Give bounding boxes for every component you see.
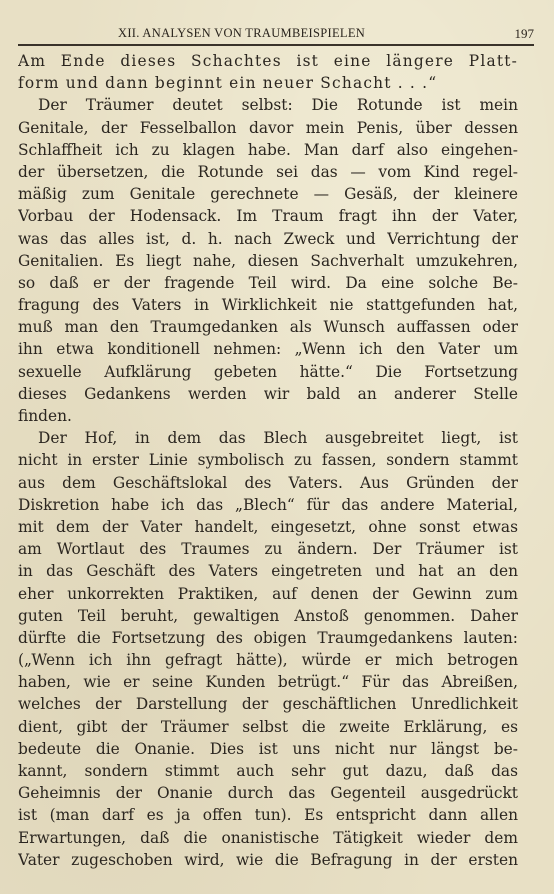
text-line: mit dem der Vater handelt, eingesetzt, ohne sonst etwas <box>18 517 518 536</box>
text-line: guten Teil beruht, gewaltigen Anstoß genommen. Daher <box>18 606 518 625</box>
text-line: Der Träumer deutet selbst: Die Rotunde ist mein <box>38 96 518 115</box>
text-line: dieses Gedankens werden wir bald an anderer Stelle <box>18 384 518 403</box>
text-line: form und dann beginnt ein neuer Schacht . . .“ <box>18 74 438 93</box>
text-line: der übersetzen, die Rotunde sei das — vom Kind regel- <box>18 162 518 181</box>
text-line: Am Ende dieses Schachtes ist eine längere Platt- <box>18 52 518 70</box>
text-line: Diskretion habe ich das „Blech“ für das andere Material, <box>18 495 518 514</box>
text-line: („Wenn ich ihn gefragt hätte), würde er mich betrogen <box>18 651 518 670</box>
text-line: dient, gibt der Träumer selbst die zweite Erklärung, es <box>18 717 518 736</box>
text-line: Geheimnis der Onanie durch das Gegenteil ausgedrückt <box>18 784 518 803</box>
text-line: eher unkorrekten Praktiken, auf denen der Gewinn zum <box>18 584 518 603</box>
text-line: Schlaffheit ich zu klagen habe. Man darf also eingehen- <box>18 140 518 159</box>
text-line: fragung des Vaters in Wirklichkeit nie stattgefunden hat, <box>18 296 518 315</box>
text-line: ist (man darf es ja offen tun). Es entspricht dann allen <box>18 806 518 825</box>
text-line: am Wortlaut des Traumes zu ändern. Der Träumer ist <box>18 540 518 559</box>
text-line: nicht in erster Linie symbolisch zu fassen, sondern stammt <box>18 451 518 470</box>
text-line: muß man den Traumgedanken als Wunsch auffassen oder <box>18 318 518 337</box>
text-line: Genitale, der Fesselballon davor mein Penis, über dessen <box>18 118 518 137</box>
text-line: dürfte die Fortsetzung des obigen Traumgedankens lauten: <box>18 628 518 647</box>
text-line: ihn etwa konditionell nehmen: „Wenn ich den Vater um <box>18 340 518 359</box>
text-line: kannt, sondern stimmt auch sehr gut dazu, daß das <box>18 762 518 780</box>
text-line: so daß er der fragende Teil wird. Da eine solche Be- <box>18 273 518 292</box>
text-line: in das Geschäft des Vaters eingetreten und hat an den <box>18 562 518 581</box>
text-line: was das alles ist, d. h. nach Zweck und Verrichtung der <box>18 229 518 248</box>
text-line: Genitalien. Es liegt nahe, diesen Sachverhalt umzukehren, <box>18 251 518 270</box>
body-text <box>18 50 518 871</box>
page-header <box>16 26 534 44</box>
text-line: Der Hof, in dem das Blech ausgebreitet liegt, ist <box>38 429 518 448</box>
text-line: Vater zugeschoben wird, wie die Befragung in der ersten <box>18 850 518 869</box>
page-number: 197 <box>514 26 534 41</box>
text-line: bedeute die Onanie. Dies ist uns nicht nur längst be- <box>18 739 518 758</box>
text-line: haben, wie er seine Kunden betrügt.“ Für das Abreißen, <box>18 673 518 692</box>
text-line: mäßig zum Genitale gerechnete — Gesäß, der kleinere <box>18 185 518 204</box>
text-line: finden. <box>18 407 72 425</box>
header-rule <box>18 44 534 46</box>
text-line: Vorbau der Hodensack. Im Traum fragt ihn der Vater, <box>18 207 518 226</box>
text-line: aus dem Geschäftslokal des Vaters. Aus Gründen der <box>18 473 518 492</box>
running-head: XII. ANALYSEN VON TRAUMBEISPIELEN <box>118 26 366 40</box>
text-line: Erwartungen, daß die onanistische Tätigkeit wieder dem <box>18 828 518 847</box>
text-line: sexuelle Aufklärung gebeten hätte.“ Die Fortsetzung <box>18 362 518 381</box>
text-line: welches der Darstellung der geschäftlichen Unredlichkeit <box>18 695 518 714</box>
